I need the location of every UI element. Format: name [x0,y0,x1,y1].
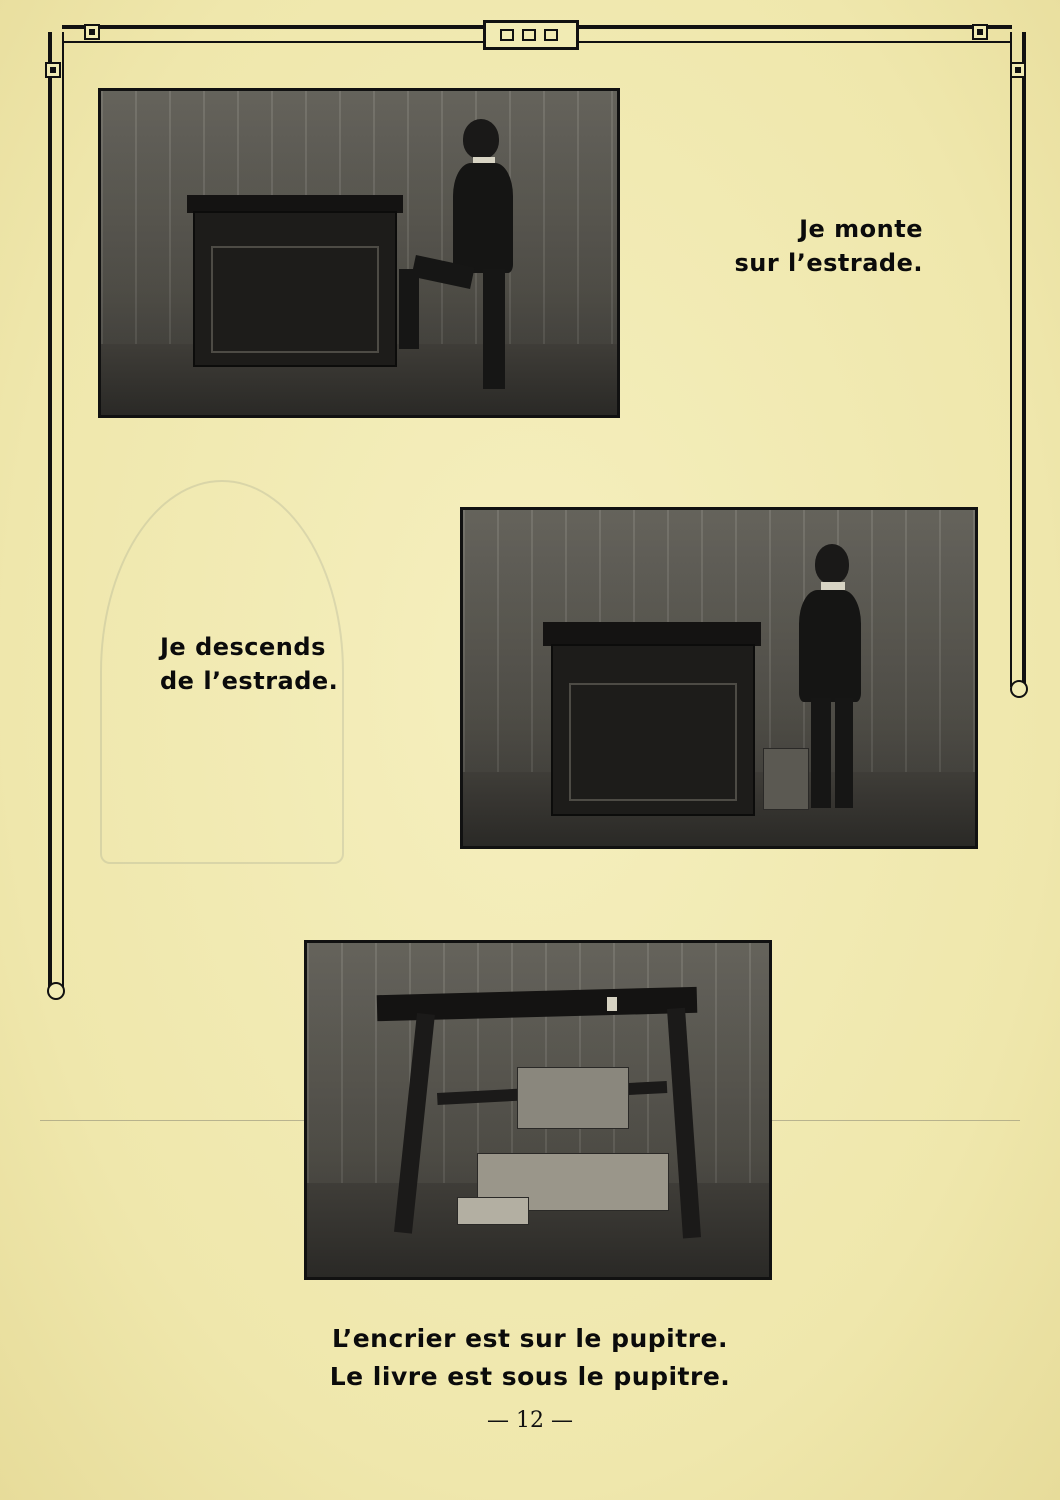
frame-corner-ornament [1010,62,1026,78]
photo-encrier-pupitre [304,940,772,1280]
frame-center-ornament [483,20,579,50]
caption-line: L’encrier est sur le pupitre. [332,1324,728,1353]
frame-right-rule [1010,32,1026,687]
caption-line: Je monte [799,215,923,243]
caption-line: Je descends [160,633,326,661]
frame-end-knob [1010,680,1028,698]
inkwell-icon [607,997,617,1011]
photo-boy-climbing-estrade [98,88,620,418]
caption-line: Le livre est sous le pupitre. [329,1362,731,1391]
frame-end-knob [47,982,65,1000]
frame-left-rule [48,32,64,987]
caption-je-monte [718,212,923,280]
caption-line: sur l’estrade. [734,249,923,277]
caption-encrier-livre [0,1320,1060,1396]
photo-boy-descending-estrade [460,507,978,849]
caption-je-descends [160,630,338,698]
frame-corner-ornament [45,62,61,78]
frame-corner-ornament [84,24,100,40]
page-number: — 12 — [487,1408,573,1433]
caption-line: de l’estrade. [160,667,339,695]
frame-corner-ornament [972,24,988,40]
